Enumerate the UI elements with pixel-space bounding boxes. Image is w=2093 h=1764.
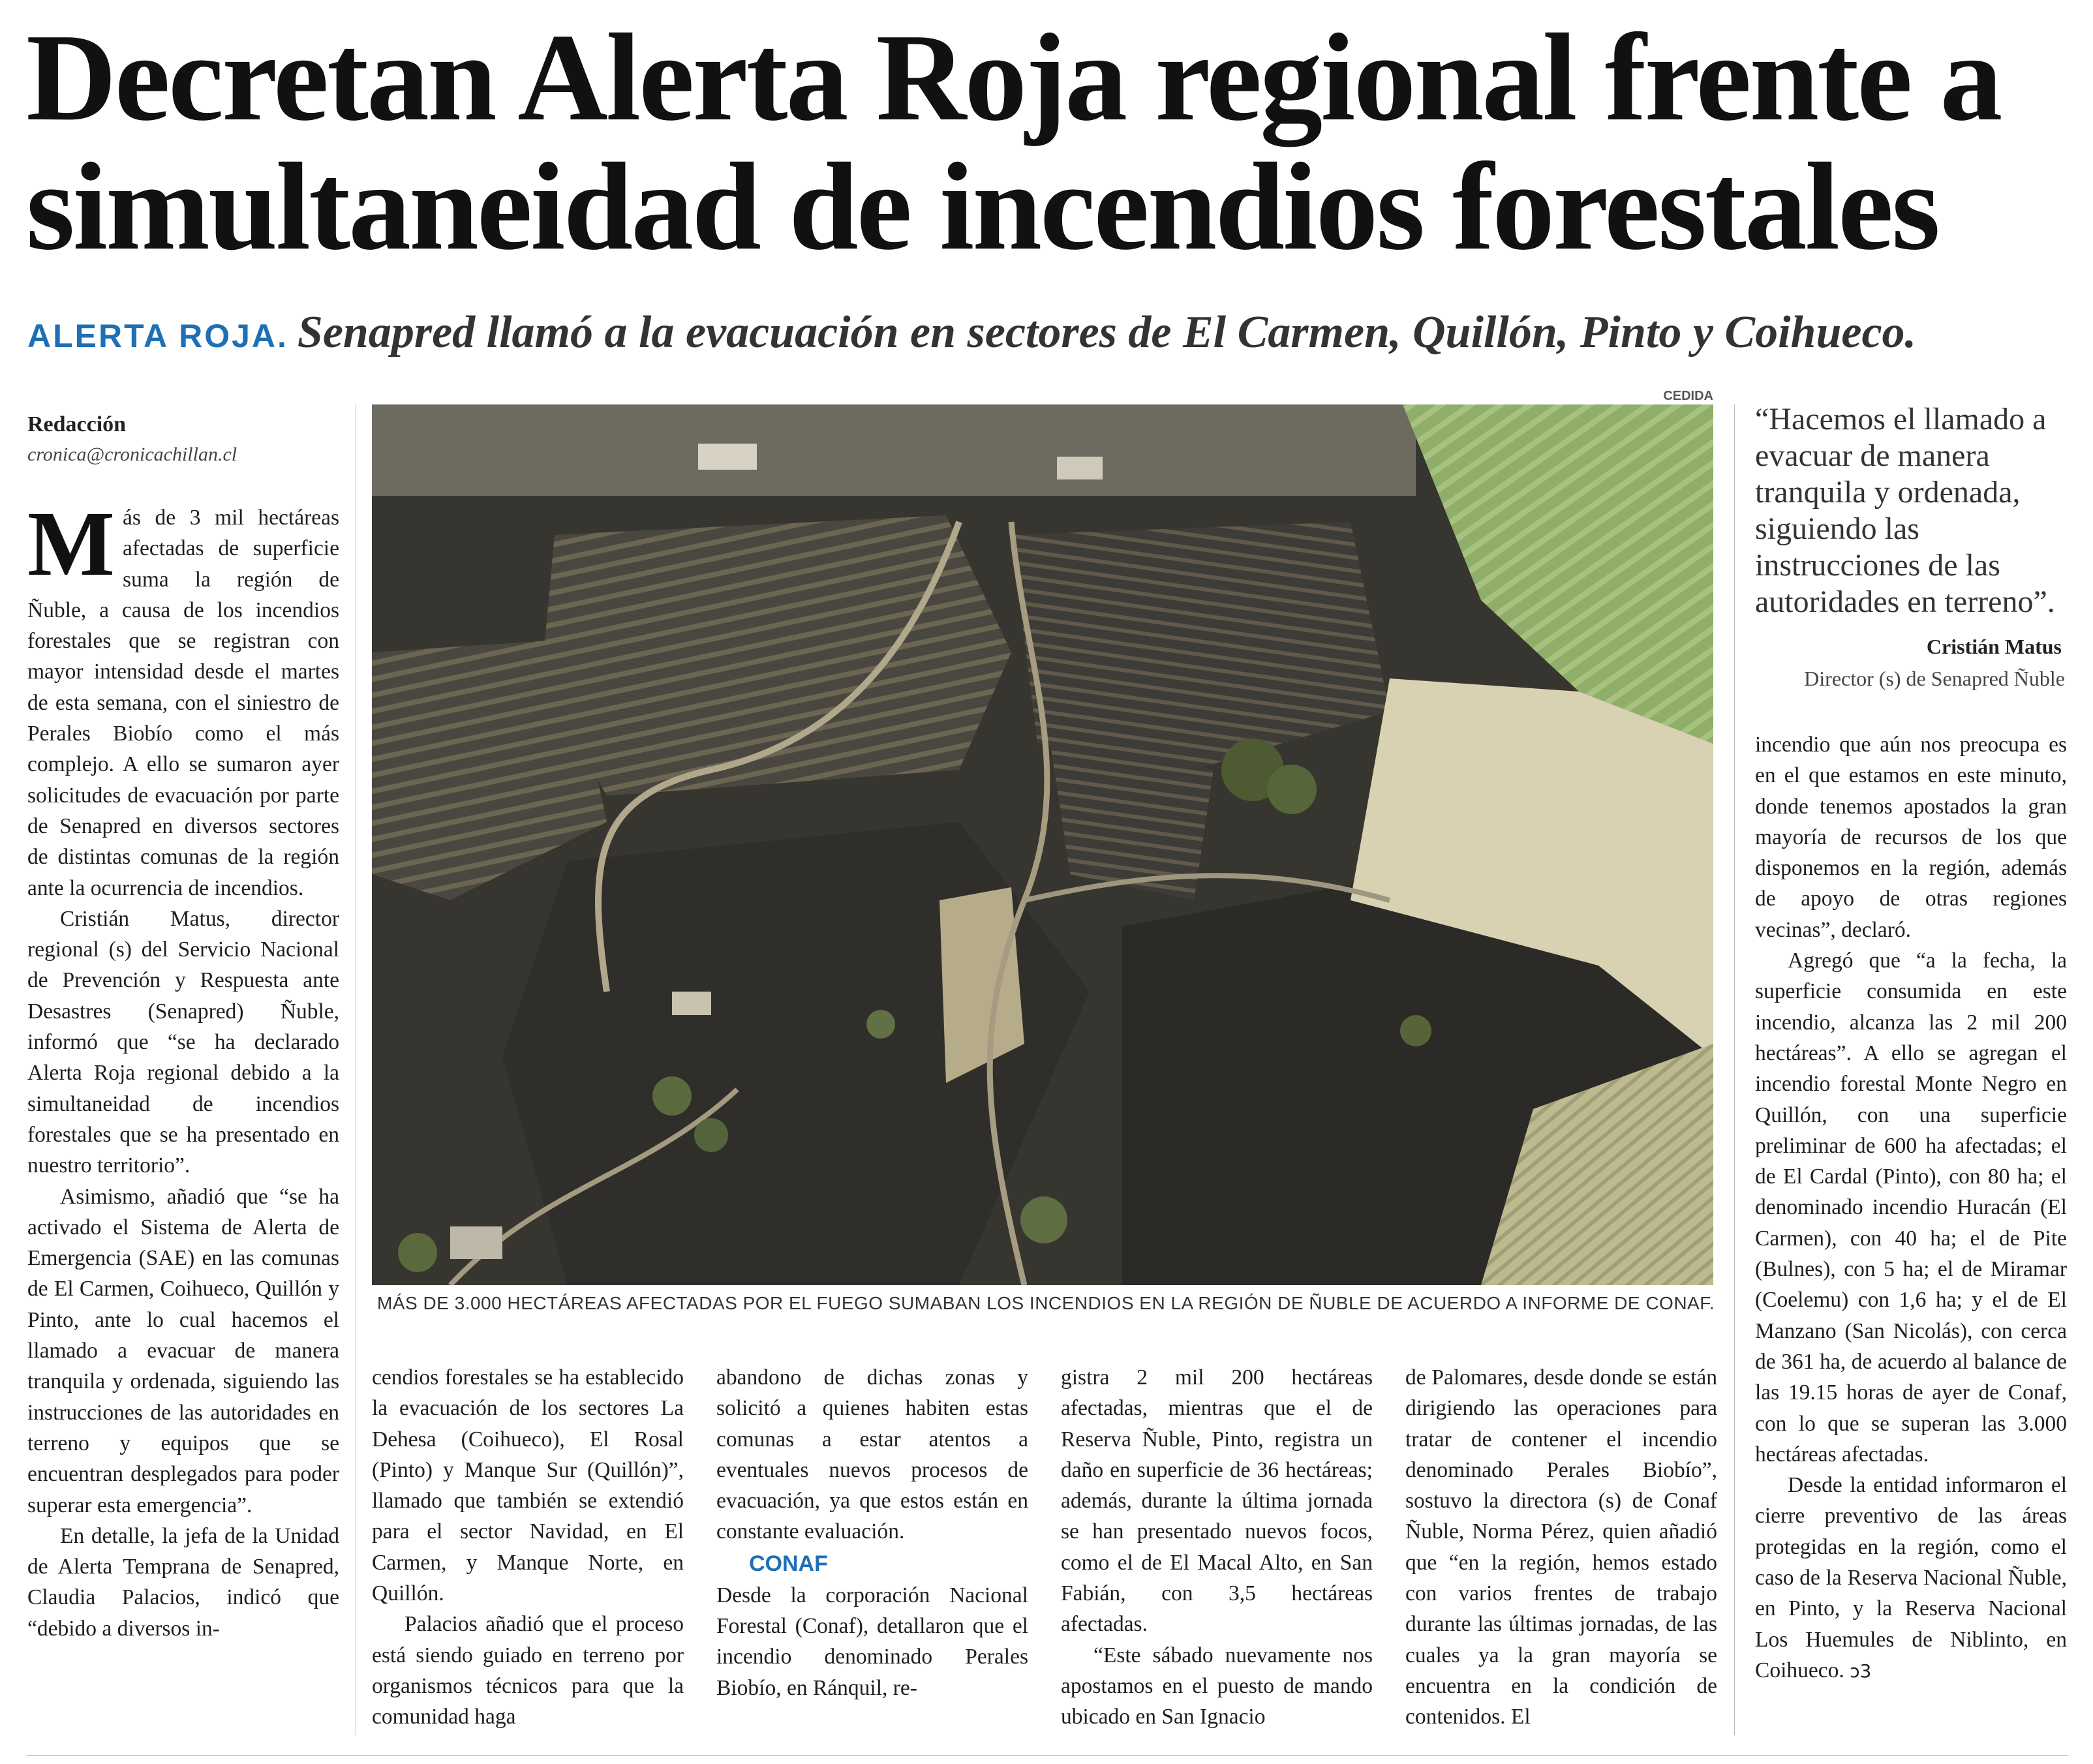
pull-quote: “Hacemos el llamado a evacuar de manera tranquila y ordenada, siguiendo las instrucciones de las autoridades en terreno”. — [1755, 402, 2055, 619]
headline — [26, 8, 2068, 276]
section-tag: ALERTA ROJA. — [27, 318, 288, 354]
article-column-4 — [1061, 1362, 1373, 1733]
deck — [27, 301, 2083, 367]
article-column-6 — [1755, 729, 2067, 1686]
article-paragraph: gistra 2 mil 200 hectáreas afectadas, mientras que el de Reserva Ñuble, Pinto, registra un daño en superficie de 36 hectáreas; además, durante la última jornada se han presentado nuevos focos, como el de El Macal Alto, en San Fabián, con 3,5 hectáreas afectadas. — [1061, 1365, 1373, 1637]
article-paragraph: Cristián Matus, director regional (s) del Servicio Nacional de Prevención y Respuesta ante Desastres (Senapred) Ñuble, informó que “se ha declarado Alerta Roja regional debido a la simultaneidad de incendios forestales que se ha presentado en nuestro territorio”. — [27, 906, 339, 1178]
deck-subtitle: Senapred llamó a la evacuación en sectores de El Carmen, Quillón, Pinto y Coihueco. — [297, 307, 1917, 357]
article-paragraph: abandono de dichas zonas y solicitó a quienes habiten estas comunas a estar atentos a eventuales nuevos procesos de evacuación, ya que estos están en constante evaluación. — [716, 1365, 1028, 1544]
article-paragraph: de Palomares, desde donde se están dirigiendo las operaciones para tratar de contener el incendio denominado Perales Biobío”, sostuvo la directora (s) de Conaf Ñuble, Norma Pérez, quien añadió que “en la región, hemos estado con varios frentes de trabajo durante las últimas jornadas, de las cuales ya la gran mayoría se encuentra en la condición de contenidos. El — [1405, 1365, 1717, 1729]
end-mark-icon: ↄ3 — [1850, 1660, 1872, 1682]
article-column-2 — [372, 1362, 684, 1733]
article-paragraph: Agregó que “a la fecha, la superficie consumida en este incendio, alcanza las 2 mil 200 hectáreas”. A ello se agregan el incendio forestal Monte Negro en Quillón, con una superficie preliminar de 600 ha afectadas; el de El Cardal (Pinto), con 80 ha; el denominado incendio Huracán (El Carmen), con 40 ha; el de Pite (Bulnes), con 5 ha; el de Miramar (Coelemu) con 1,6 ha; y el de El Manzano (San Nicolás), con cerca de 361 ha, de acuerdo al balance de las 19.15 horas de ayer de Conaf, con lo que se superan las 3.000 hectáreas afectadas. — [1755, 949, 2067, 1467]
section-subhead: CONAF — [749, 1551, 828, 1576]
article-column-1 — [27, 492, 339, 1644]
headline-line-1: Decretan Alerta Roja regional frente a — [26, 8, 2001, 147]
dropcap: M — [27, 492, 115, 595]
article-column-5 — [1405, 1362, 1717, 1733]
byline-email[interactable]: cronica@cronicachillan.cl — [27, 444, 237, 465]
article-paragraph: “Este sábado nuevamente nos apostamos en el puesto de mando ubicado en San Ignacio — [1061, 1643, 1373, 1729]
photo-credit: CEDIDA — [1663, 389, 1713, 403]
photo-caption: MÁS DE 3.000 HECTÁREAS AFECTADAS POR EL FUEGO SUMABAN LOS INCENDIOS EN LA REGIÓN DE ÑUBLE DE ACUERDO A INFORME DE CONAF. — [377, 1293, 1715, 1313]
article-paragraph: Desde la corporación Nacional Forestal (Conaf), detallaron que el incendio denominado Perales Biobío, en Ránquil, re- — [716, 1583, 1028, 1700]
pull-quote-role: Director (s) de Senapred Ñuble — [1804, 667, 2065, 690]
byline — [27, 412, 354, 466]
aerial-fire-photo — [372, 404, 1713, 1285]
headline-line-2: simultaneidad de incendios forestales — [26, 137, 1938, 276]
article-paragraph: Palacios añadió que el proceso está siendo guiado en terreno por organismos técnicos para que la comunidad haga — [372, 1612, 684, 1729]
article-paragraph: Más de 3 mil hectáreas afectadas de superficie suma la región de Ñuble, a causa de los incendios forestales que se registran con mayor intensidad desde el martes de esta semana, con el siniestro de Perales Biobío como el más complejo. A ello se sumaron ayer solicitudes de evacuación por parte de Senapred en diversos sectores de distintas comunas de la región ante la ocurrencia de incendios. — [27, 492, 339, 900]
column-divider — [1734, 404, 1735, 1735]
article-paragraph: En detalle, la jefa de la Unidad de Alerta Temprana de Senapred, Claudia Palacios, indicó que “debido a diversos in- — [27, 1523, 339, 1641]
pull-quote-author: Cristián Matus — [1926, 635, 2062, 658]
article-paragraph: Asimismo, añadió que “se ha activado el Sistema de Alerta de Emergencia (SAE) en las comunas de El Carmen, Coihueco, Quillón y Pinto, ante lo cual hacemos el llamado a evacuar de manera tranquila y ordenada, siguiendo las instrucciones de las autoridades en terreno y equipos que se encuentran desplegados para poder superar esta emergencia”. — [27, 1184, 339, 1517]
article-paragraph: Desde la entidad informaron el cierre preventivo de las áreas protegidas en la región, como el caso de la Reserva Nacional Ñuble, en Pinto, y la Reserva Nacional Los Huemules de Niblinto, en Coihueco. ↄ3 — [1755, 1473, 2067, 1682]
article-paragraph: cendios forestales se ha establecido la evacuación de los sectores La Dehesa (Coihueco), El Rosal (Pinto) y Manque Sur (Quillón)”, llamado que también se extendió para el sector Navidad, en El Carmen, y Manque Norte, en Quillón. — [372, 1365, 684, 1606]
burned-landscape-illustration — [372, 404, 1713, 1285]
article-paragraph: incendio que aún nos preocupa es en el que estamos en este minuto, donde tenemos apostados la gran mayoría de recursos de los que disponemos en la región, además de apoyo de otras regiones vecinas”, declaró. — [1755, 733, 2067, 942]
bottom-rule — [26, 1755, 2068, 1756]
byline-author: Redacción — [27, 412, 127, 436]
article-column-3 — [716, 1362, 1028, 1703]
